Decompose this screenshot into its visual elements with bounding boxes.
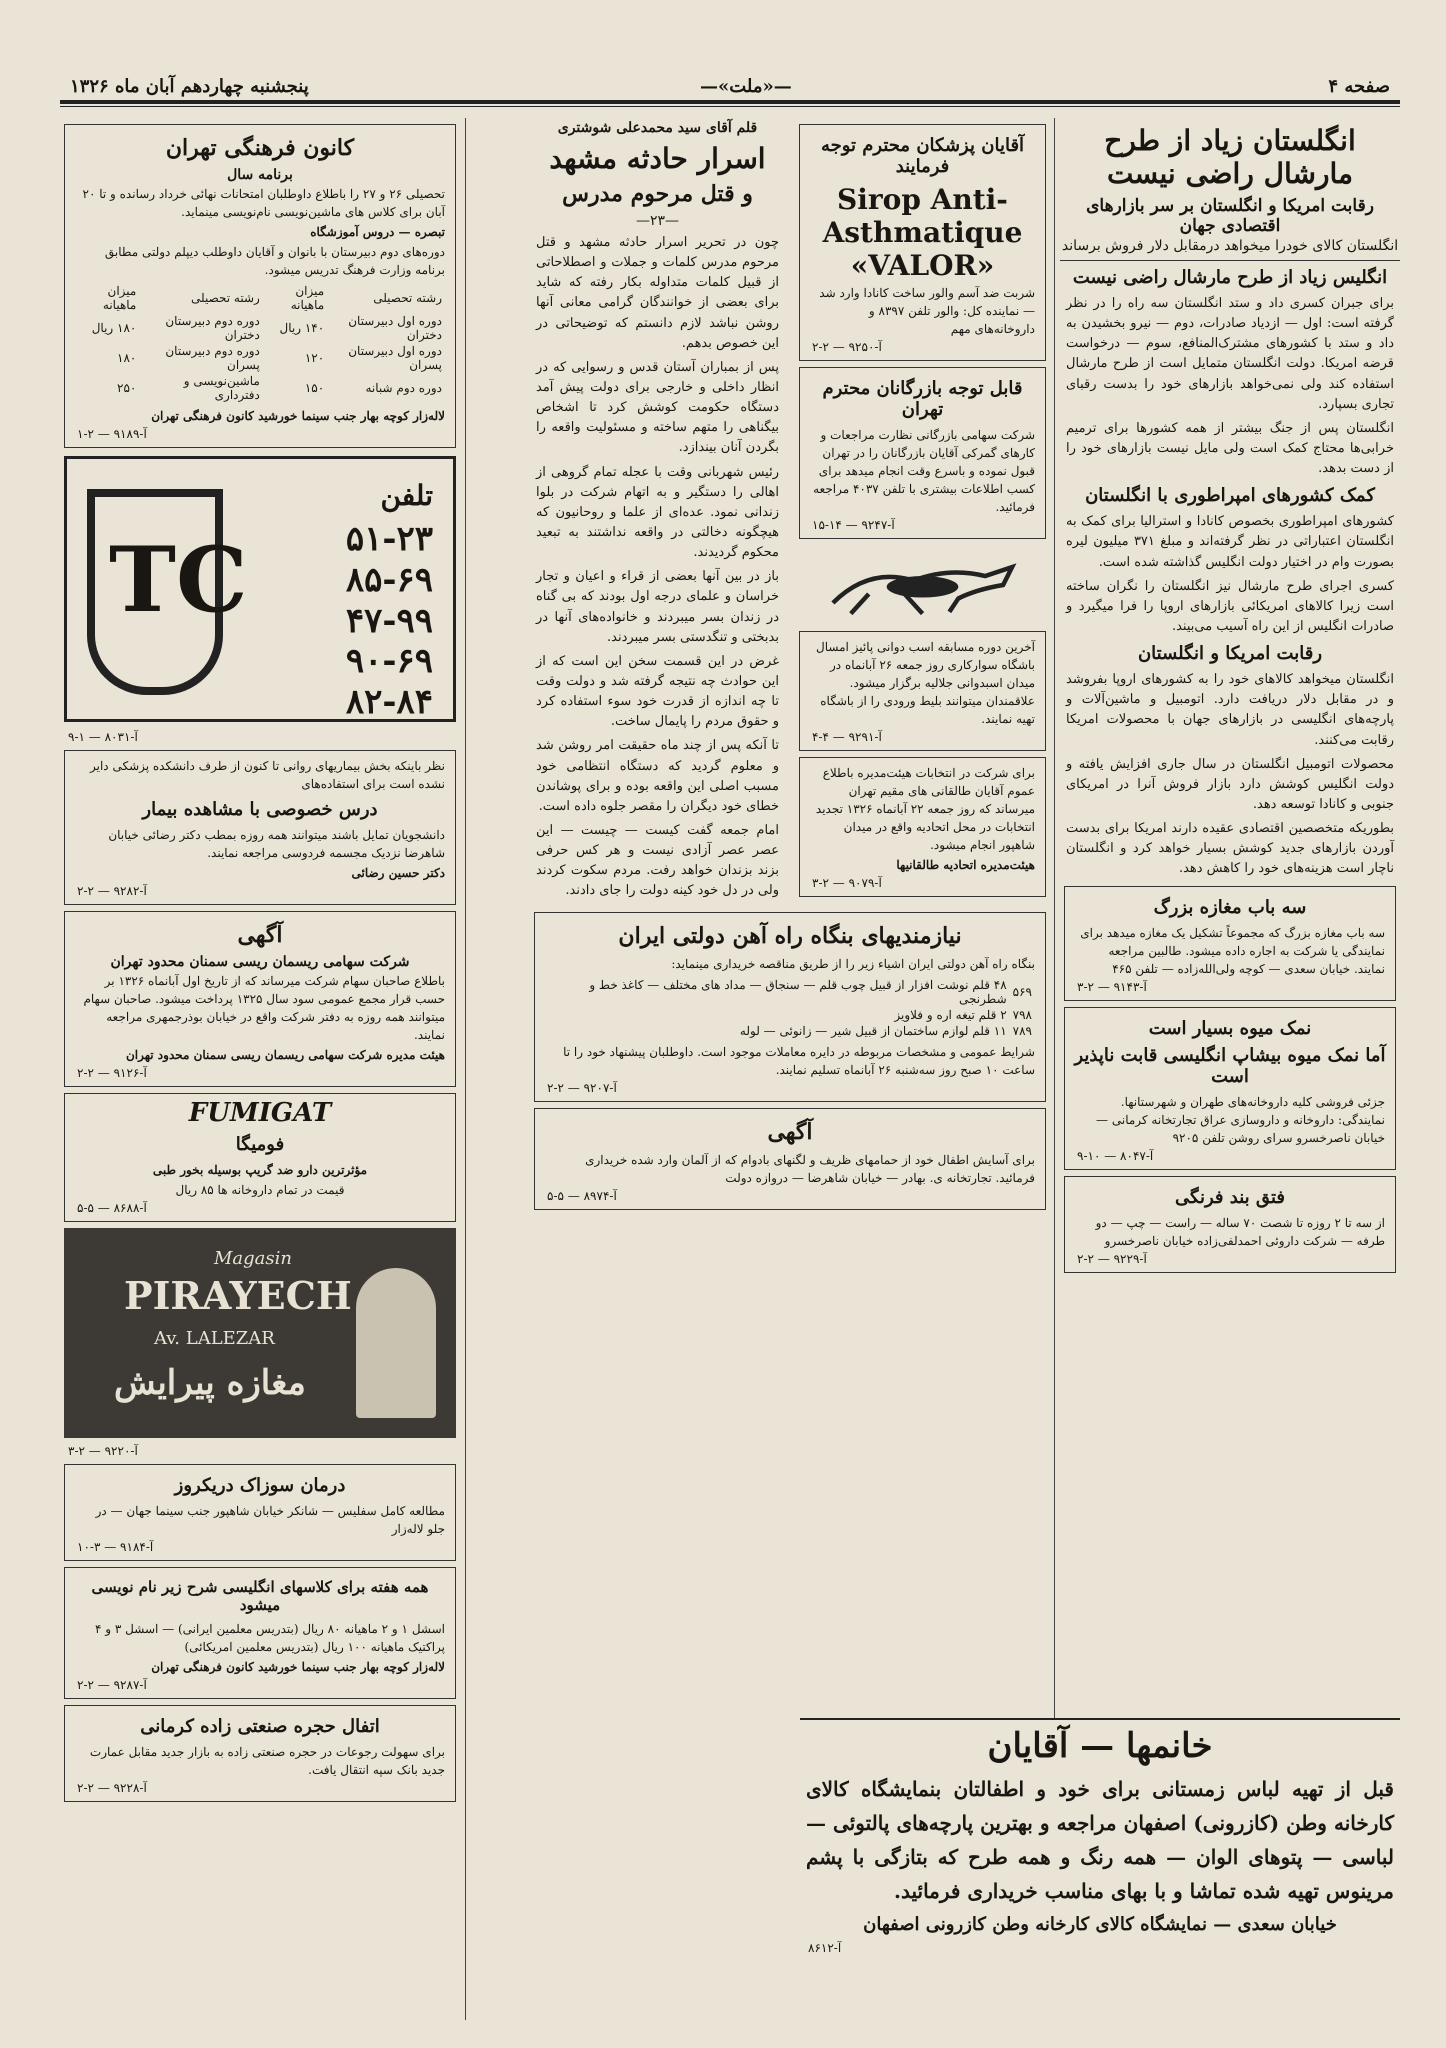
table-cell: ۷۹۸ [1012,1007,1032,1022]
section-heading: رقابت امریکا و انگلستان [1137,643,1323,665]
table-cell: ۱۸۰ [117,351,137,365]
union-election-ad [799,757,1046,897]
ad-code: آ-۹۱۲۶ — ۲-۲ [77,1066,147,1080]
ad-text: برای سهولت رجوعات در حجره صنعتی زاده به بازار جدید مقابل عمارت جدید بانک سپه انتقال یافت. [89,1745,445,1777]
ad-text: مؤثرترین دارو ضد گریپ بوسیله بخور طبی [152,1163,368,1177]
shop-move-ad [64,1705,456,1802]
table-cell: دوره اول دبیرستان دختران [348,314,442,342]
railway-tender-ad [534,912,1046,1102]
article-paragraph: کشورهای امپراطوری بخصوص کانادا و استرالیا برای کمک به انگلستان اعتباراتی در نظر گرفته‌اند و مبلغ ۳۷۱ میلیون لیره بصورت وام در اختیار دولت انگلیس گذاشته شده است. [1066,514,1394,570]
table-cell: ۲۵۰ [117,381,137,395]
table-cell: ۱۲۰ [304,351,325,365]
ad-signature: دکتر حسین رضائی [351,866,445,880]
ad-text: دانشجویان تمایل باشند میتوانند همه روزه بمطب دکتر رضائی خیابان شاهرضا نزدیک مجسمه فردوسی مراجعه نمایند. [108,828,445,860]
middle-article-left [530,118,785,906]
hernia-belt-ad [1064,1176,1396,1273]
ad-subtitle: برنامه سال [227,167,293,183]
ad-code: آ-۸۶۸۸ — ۵-۵ [77,1201,147,1215]
ad-title: کانون فرهنگی تهران [165,135,355,161]
ad-code: آ-۹۲۲۸ — ۲-۲ [77,1781,147,1795]
ad-footer: لاله‌زار کوچه بهار جنب سینما خورشید کانون فرهنگی تهران [151,1660,445,1674]
tender-table [545,977,1035,1039]
ad-brand: «VALOR» [850,249,995,282]
ad-code: آ-۹۰۷۹ — ۲-۳ [812,876,882,890]
table-header: میزان ماهیانه [290,284,325,312]
ad-title: درمان سوزاک دریکروز [174,1475,346,1496]
ad-brand-fa: فومیگا [235,1134,285,1155]
table-row [75,373,445,403]
ad-title: قابل توجه بازرگانان محترم تهران [822,378,1023,420]
table-cell: ۷۸۹ [1012,1023,1032,1038]
bathtub-ad [534,1108,1046,1210]
horse-icon [815,545,1030,625]
article-paragraph: رئیس شهربانی وقت با عجله تمام گروهی از اهالی را دستگیر و به اتهام شرکت در بلوا زندانی نمود. عده‌ای از علما و روحانیون که هیچگونه دخالتی در واقعه نداشتند به تبعید محکوم گردیدند. [536,464,779,561]
phone-title: تلفن [380,479,433,512]
ad-text: برای آسایش اطفال خود از حمامهای ظریف و لگنهای بادوام که از آلمان وارد شده خریداری فرمائید. تجارتخانه ی. بهادر — خیابان شاهرضا — دروازه دولت [585,1152,1035,1185]
tuition-table [75,283,445,403]
table-cell: ۲ قلم تیغه اره و فلاویز [894,1007,1007,1022]
phone-number: ۹۰-۶۹ [345,641,433,682]
ad-text: شرکت سهامی بازرگانی نظارت مراجعات و کارهای گمرکی آقایان بازرگانان را در تهران قبول نموده و باسرع وقت انجام میدهد برای کسب اطلاعات بیشتری با تلفن ۴۰۳۷ مراجعه فرمائید. [813,428,1035,514]
phone-number: ۵۱-۲۳ [345,519,433,559]
phone-number: ۸۵-۶۹ [345,559,433,600]
ad-title: آگهی [767,1118,813,1145]
middle-article-right [795,118,1050,906]
table-row [75,283,445,313]
yarn-company-ad [64,911,456,1087]
masthead-rule [60,100,1400,104]
ad-code: آ-۸۶۱۲ [808,1941,842,1955]
ad-text: شرایط عمومی و مشخصات مربوطه در دایره معاملات موجود است. داوطلبان پیشنهاد خود را تا ساعت ۱۰ صبح روز سه‌شنبه ۲۶ آبانماه تسلیم نمایند. [563,1044,1035,1077]
ad-signature: هیئت مدیره شرکت سهامی ریسمان ریسی سمنان محدود تهران [125,1048,445,1062]
article-paragraph: امام جمعه گفت کیست — چیست — این عصر عصر آزادی نیست و هر کس حرفی بزند بزندان خواهد رفت. مردم سکوت کردند ولی در دل خود کینه دولت را جای دادند. [536,822,779,899]
table-cell: ماشین‌نویسی و دفترداری [183,374,260,402]
ad-code: آ-۸۹۷۴ — ۵-۵ [547,1188,617,1203]
article-paragraph: بطوریکه متخصصین اقتصادی عقیده دارند امریکا برای بدست آوردن بازارهای جدید کوشش بسیار خواهد کرد و انگلستان ناچار است هزینه‌های خود را کاهش دهد. [1066,821,1394,877]
ad-code: آ-۹۲۹۱ — ۴-۴ [812,730,882,744]
fruit-salt-ad [1064,1007,1396,1170]
ad-signature: هیئت‌مدیره اتحادیه طالقانیها [896,858,1035,872]
ad-address: Av. LALEZAR [154,1328,275,1349]
ad-brand-fa: مغازه پیرایش [114,1363,306,1403]
article-paragraph: چون در تحریر اسرار حادثه مشهد و قتل مرحوم مدرس کلمات و جملات و اصطلاحاتی از قبیل کلمات متداوله بکار رفته که شاید برای بعضی از خوانندگان گرامی معانی آنها روشن نباشد لازم دانستم که توضیحاتی در این خصوص بدهم. [536,235,779,351]
article-paragraph: انگلستان میخواهد کالاهای خود را به کشورهای اروپا بفروشد و در مقابل دلار دریافت دارد. اتومبیل و ماشین‌آلات و پارچه‌های انگلیسی در بازارهای جهان با محصولات امریکا رقابت می‌کنند. [1066,672,1394,748]
ad-product-name: Sirop Anti-Asthmatique [822,183,1023,249]
article-paragraph: برای جبران کسری داد و ستد انگلستان سه راه را در نظر گرفته است: اول — ازدیاد صادرات، دوم — نیرو بخشیدن به داد و ستد با کشورهای مشترک‌المنافع، سوم — درخواست قرضه امریکا. دولت انگلستان متمایل است از طرح مارشال استفاده کند ولی نمی‌خواهد بازارهای خود را بدست رقبای تجاری بسپارد. [1066,296,1394,412]
ad-text: قیمت در تمام داروخانه ها ۸۵ ریال [175,1183,345,1197]
subheadline: رقابت امریکا و انگلستان بر سر بازارهای اقتصادی جهان [1086,196,1374,236]
ad-footer: خیابان سعدی — نمایشگاه کالای کارخانه وطن کازرونی اصفهان [863,1914,1337,1935]
woman-figure-icon [356,1268,436,1418]
ad-title: نیازمندیهای بنگاه راه آهن دولتی ایران [618,922,962,949]
table-cell: ۱۸۰ ریال [91,321,137,335]
ad-title: فتق بند فرنگی [1175,1186,1285,1208]
phone-number: ۴۷-۹۹ [345,600,433,641]
english-class-ad [64,1567,456,1699]
table-cell: دوره دوم دبیرستان دختران [165,314,260,342]
ad-code: آ-۸۰۴۷ — ۱۰-۹ [1077,1148,1154,1163]
fumigat-ad [64,1093,456,1222]
ad-title: آگهی [237,922,283,948]
ad-code: آ-۹۲۸۷ — ۲-۲ [77,1678,147,1692]
table-row [545,977,1035,1007]
ad-text: برای شرکت در انتخابات هیئت‌مدیره باطلاع عموم آقایان طالقانی های مقیم تهران میرساند که روز جمعه ۲۲ آبانماه ۱۳۲۶ تجدید انتخابات در محل اتحادیه واقع در میدان شاهپور انجام میشود. [815,766,1035,852]
divider [1060,260,1400,261]
ad-title: خانمها — آقایان [987,1726,1213,1766]
article-paragraph: تا آنکه پس از چند ماه حقیقت امر روشن شد و معلوم گردید که دستگاه انتظامی خود مسبب اصلی این واقعه بوده و برای پوشاندن خطای خود دیگران را مقصر جلوه داده است. [536,738,779,814]
ad-line: تبصره — دروس آموزشگاه [310,225,445,239]
ad-footer: لاله‌زار کوچه بهار جنب سینما خورشید کانون فرهنگی تهران [151,409,445,423]
phone-number: ۸۲-۸۴ [345,682,433,723]
article-headline: اسرار حادثه مشهد [549,142,766,175]
ad-title: نمک میوه بسیار است [1148,1017,1312,1039]
byline: قلم آقای سید محمدعلی شوشتری [557,120,758,136]
left-column [60,118,460,2020]
ad-title: سه باب مغازه بزرگ [1153,896,1307,918]
table-cell: ۱۴۰ ریال [279,321,325,335]
ad-title: اتفال حجره صنعتی زاده کرمانی [140,1716,380,1737]
ad-brand: PIRAYECH [124,1273,352,1318]
telephone-ad [64,456,456,722]
ad-slogan: آما نمک میوه بیشاپ انگلیسی قابت ناپذیر است [1074,1044,1386,1087]
customs-ad [799,367,1046,539]
table-cell: دوره دوم دبیرستان پسران [165,344,260,372]
ad-code: آ-۹۲۸۲ — ۲-۲ [77,884,147,898]
table-row [75,343,445,373]
ad-intro: بنگاه راه آهن دولتی ایران اشیاء زیر را از طریق مناقصه خریداری مینماید: [671,956,1035,971]
ad-text: سه باب مغازه بزرگ که مجموعاً تشکیل یک مغازه میدهد برای نمایندگی یا شرکت به اجاره داده میشود. طالبین مراجعه نمایند. خیابان سعدی — کوچه ولی‌الله‌زاده — تلفن ۴۶۵ [1080,925,1385,976]
table-cell: ۱۱ قلم لوازم ساختمان از قبیل شیر — زانوئی — لوله [739,1023,1007,1038]
phone-numbers [346,519,433,723]
table-row [545,1007,1035,1023]
shield-logo-icon: TC [87,489,223,695]
table-row [545,1023,1035,1039]
ad-code: آ-۹۲۴۷ — ۱۴-۱۵ [812,518,895,532]
ad-text: نظر باینکه بخش بیماریهای روانی تا کنون از طرف دانشکده پزشکی دایر نشده است برای استفاده‌های [89,759,445,791]
ad-title: آقایان پزشکان محترم توجه فرمایند [820,135,1025,177]
ad-title: درس خصوصی با مشاهده بیمار [142,799,378,820]
ad-code: آ-۹۲۲۹ — ۲-۲ [1077,1251,1147,1266]
ad-code: آ-۹۲۰۷ — ۲-۲ [547,1080,617,1095]
table-cell: ۴۸ قلم نوشت افزار از قبیل چوب قلم — سنجاق — مداد های مختلف — کاغذ خط و شطرنجی [589,977,1007,1006]
ad-code: آ-۹۲۲۰ — ۲-۳ [68,1444,138,1458]
issue-date: پنجشنبه چهاردهم آبان ماه ۱۳۲۶ [70,76,309,97]
treatment-ad [64,1464,456,1561]
cultural-center-ad [64,124,456,448]
table-header: میزان ماهیانه [102,284,137,312]
article-paragraph: انگلستان پس از جنگ بیشتر از همه کشورها برای ترمیم خرابی‌ها محتاج کمک است ولی مایل نیست بازارهای خود را از دست بدهد. [1066,420,1394,477]
ad-text: قبل از تهیه لباس زمستانی برای خود و اطفالتان بنمایشگاه کالای کارخانه وطن (کازرونی) اصفهان مراجعه و بهترین پارچه‌های پالتوئی — لباسی — پتوهای الوان — همه رنگ و همه طرح که بتازگی با پشم مرینوس تهیه شده تماشا و با بهای مناسب خریداری فرمائید. [806,1777,1394,1903]
masthead-rule-thin [60,106,1400,107]
kazerooni-textile-ad [800,1718,1400,2020]
horse-race-illustration [815,545,1030,625]
ad-title: همه هفته برای کلاسهای انگلیسی شرح زیر نام نویسی میشود [91,1578,429,1614]
pirayech-shop-ad [64,1228,456,1438]
section-heading: کمک کشورهای امپراطوری با انگلستان [1085,485,1375,507]
headline: انگلستان زیاد از طرح مارشال راضی نیست [1104,124,1356,190]
ad-code: آ-۹۱۴۳ — ۲-۳ [1077,979,1147,994]
horse-race-ad [799,631,1046,751]
ad-text: از سه تا ۲ روزه تا شصت ۷۰ ساله — راست — چپ — دو طرفه — شرکت داروئی احمدلفی‌زاده خیابان ناصرخسرو [1095,1215,1385,1248]
article-paragraph: باز در بین آنها بعضی از قراء و اعیان و تجار خراسان و علمای درجه اول بودند که بی گناه در زندان بسر میبردند و خانواده‌های آنها در بدبختی و تنگدستی بسر میبردند. [536,569,779,645]
shop-rental-ad [1064,886,1396,1001]
table-row [75,313,445,343]
table-header: رشته تحصیلی [373,291,442,305]
subheadline-2: انگلستان کالای خودرا میخواهد درمقابل دلار فروش برساند [1061,238,1399,254]
article-part: —۲۳— [635,213,680,229]
asthma-syrup-ad [799,124,1046,361]
ad-text: شربت ضد آسم والور ساخت کانادا وارد شد — نماینده کل: والور تلفن ۸۳۹۷ و داروخانه‌های مهم [819,286,1035,336]
ad-text: دوره‌های دوم دبیرستان با بانوان و آقایان داوطلب دیپلم دولتی مطابق برنامه وزارت فرهنگ تدریس میشود. [104,245,445,277]
ad-subtitle: شرکت سهامی ریسمان ریسی سمنان محدود تهران [110,954,410,970]
paper-name: —«ملت»— [700,76,792,97]
ad-brand: FUMIGAT [188,1098,332,1128]
table-cell: دوره دوم شبانه [365,381,442,395]
article-paragraph: پس از بمباران آستان قدس و رسوایی که در انظار داخلی و خارجی برای دولت پیش آمد دستگاه حکومت کوشش کرد تا اشخاص بیگناهی را متهم ساخته و مسئولیت واقعه را بگردن آنان بیندازد. [536,359,779,456]
ad-text: جزئی فروشی کلیه داروخانه‌های طهران و شهرستانها. نمایندگی: داروخانه و داروسازی عراق تجارتخانه کرمانی — خیابان ناصرخسرو سرای روشن تلفن ۹۲۰۵ [1096,1094,1385,1145]
ad-text: اسشل ۱ و ۲ ماهیانه ۸۰ ریال (بتدریس معلمین ایرانی) — اسشل ۳ و ۴ پراکتیک ماهیانه ۱۰۰ ریال (بتدریس معلمین امریکائی) [95,1622,445,1654]
ad-text: Magasin [214,1248,293,1269]
article-paragraph: غرض در این قسمت سخن این است که از این حوادث چه نتیجه گرفته شد و دولت وقت تا چه اندازه از قدرت خود سوء استفاده کرد و حقوق مردم را پایمال ساخت. [536,653,779,730]
article-paragraph: محصولات اتومبیل انگلستان در سال جاری افزایش یافته و دولت انگلیس کوشش دارد بازار فروش آنرا در امریکای جنوبی و کانادا توسعه دهد. [1066,756,1394,812]
page-number: صفحه ۴ [1328,76,1390,97]
article-subheadline: و قتل مرحوم مدرس [562,181,753,207]
ad-code: آ-۸۰۳۱ — ۱-۹ [68,730,138,744]
ad-text: آخرین دوره مسابقه اسب دوانی پائیز امسال باشگاه سوارکاری روز جمعه ۲۶ آبانماه در میدان اسبدوانی جلالیه برگزار میشود. علاقمندان میتوانند بلیط ورودی را از باشگاه تهیه نمایند. [816,640,1035,726]
ad-text: مطالعه کامل سفلیس — شانکر خیابان شاهپور جنب سینما جهان — در جلو لاله‌زار [95,1504,445,1536]
column-divider [465,118,466,2020]
ad-code: آ-۹۱۸۴ — ۳-۱۰ [77,1540,154,1554]
ad-text: تحصیلی ۲۶ و ۲۷ را باطلاع داوطلبان امتحانات نهائی خرداد رسانده و تا ۲۰ آبان برای کلاس های ماشین‌نویسی نام‌نویسی مینماید. [82,187,445,219]
article-paragraph: کسری اجرای طرح مارشال نیز انگلستان را نگران ساخته است زیرا کالاهای امریکائی بازارهای اروپا را فرا میگیرد و صادرات انگلیس از این راه آسیب می‌بیند. [1066,578,1394,634]
private-lesson-ad [64,750,456,905]
table-cell: دوره اول دبیرستان پسران [348,344,442,372]
ad-code: آ-۹۱۸۹ — ۲-۱ [77,427,147,441]
section-heading: انگلیس زیاد از طرح مارشال راضی نیست [1072,267,1388,288]
table-header: رشته تحصیلی [191,291,260,305]
table-cell: ۱۵۰ [304,381,325,395]
ad-code: آ-۹۲۵۰ — ۲-۲ [812,340,882,354]
newspaper-page [60,60,1400,2020]
table-cell: ۵۶۹ [1012,984,1032,999]
ad-text: باطلاع صاحبان سهام شرکت میرساند که از تاریخ اول آبانماه ۱۳۲۶ بر حسب قرار مجمع عمومی سود سال ۱۳۲۵ پرداخت میشود. صاحبان سهام میتوانند همه روزه به دفتر شرکت واقع در خیابان بوذرجمهری مراجعه نمایند. [83,974,445,1042]
